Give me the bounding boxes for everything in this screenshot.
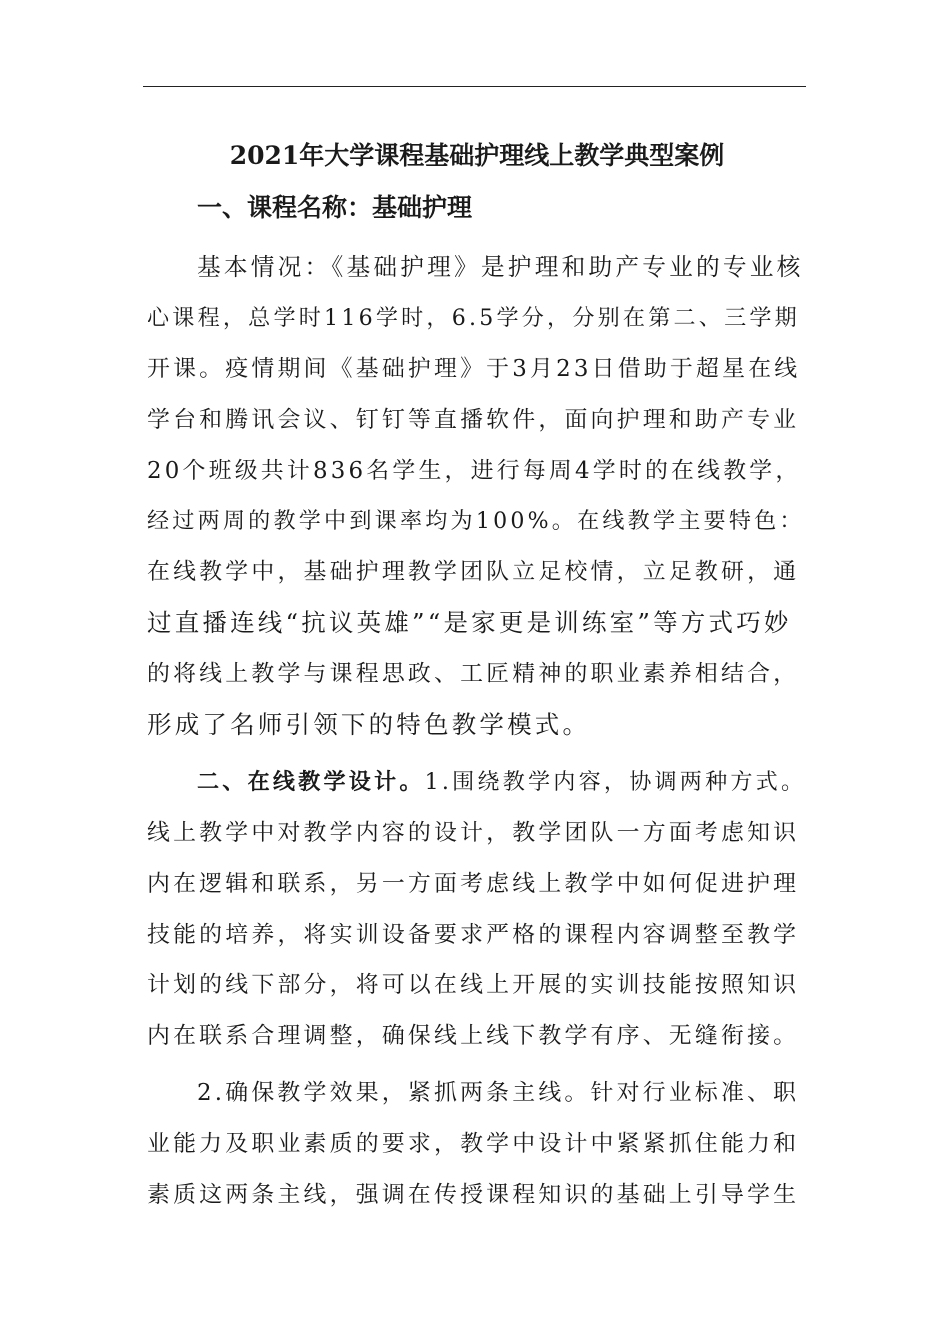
header-rule bbox=[143, 86, 806, 87]
paragraph-line: 开课。疫情期间《基础护理》于3月23日借助于超星在线 bbox=[147, 355, 801, 382]
paragraph-line: 心课程，总学时116学时，6.5学分，分别在第二、三学期 bbox=[147, 304, 800, 331]
paragraph-line: 素质这两条主线，强调在传授课程知识的基础上引导学生 bbox=[147, 1182, 800, 1209]
paragraph-line: 计划的线下部分，将可以在线上开展的实训技能按照知识 bbox=[147, 972, 800, 999]
section-heading-course-name: 一、课程名称：基础护理 bbox=[197, 193, 473, 222]
paragraph-line: 20个班级共计836名学生，进行每周4学时的在线教学， bbox=[147, 457, 802, 484]
paragraph-line: 业能力及职业素质的要求，教学中设计中紧紧抓住能力和 bbox=[147, 1131, 800, 1158]
section-heading-online-design: 二、在线教学设计。 bbox=[197, 768, 425, 795]
paragraph-line: 经过两周的教学中到课率均为100%。在线教学主要特色： bbox=[147, 508, 805, 535]
paragraph-line: 内在联系合理调整，确保线上线下教学有序、无缝衔接。 bbox=[147, 1023, 800, 1050]
paragraph-line: 学台和腾讯会议、钉钉等直播软件，面向护理和助产专业 bbox=[147, 406, 800, 433]
paragraph-line-rest: 1.围绕教学内容，协调两种方式。 bbox=[424, 768, 807, 795]
paragraph-line: 基本情况：《基础护理》是护理和助产专业的专业核 bbox=[197, 253, 804, 281]
document-title: 2021年大学课程基础护理线上教学典型案例 bbox=[229, 141, 725, 170]
paragraph-line: 过直播连线“抗议英雄”“是家更是训练室”等方式巧妙 bbox=[147, 608, 792, 638]
paragraph-line: 的将线上教学与课程思政、工匠精神的职业素养相结合， bbox=[147, 661, 800, 688]
paragraph-basic-info bbox=[147, 242, 807, 751]
paragraph-line: 线上教学中对教学内容的设计，教学团队一方面考虑知识 bbox=[147, 819, 800, 846]
paragraph-line: 内在逻辑和联系，另一方面考虑线上教学中如何促进护理 bbox=[147, 870, 800, 897]
paragraph-line: 在线教学中，基础护理教学团队立足校情，立足教研，通 bbox=[147, 559, 800, 586]
paragraph-line bbox=[147, 757, 807, 808]
paragraph-line: 形成了名师引领下的特色教学模式。 bbox=[147, 710, 591, 740]
paragraph-teaching-effect bbox=[147, 1068, 807, 1221]
paragraph-line: 技能的培养，将实训设备要求严格的课程内容调整至教学 bbox=[147, 921, 800, 948]
paragraph-line: 2.确保教学效果，紧抓两条主线。针对行业标准、职 bbox=[197, 1080, 800, 1107]
document-body bbox=[147, 128, 807, 1221]
paragraph-online-design bbox=[147, 757, 807, 1062]
